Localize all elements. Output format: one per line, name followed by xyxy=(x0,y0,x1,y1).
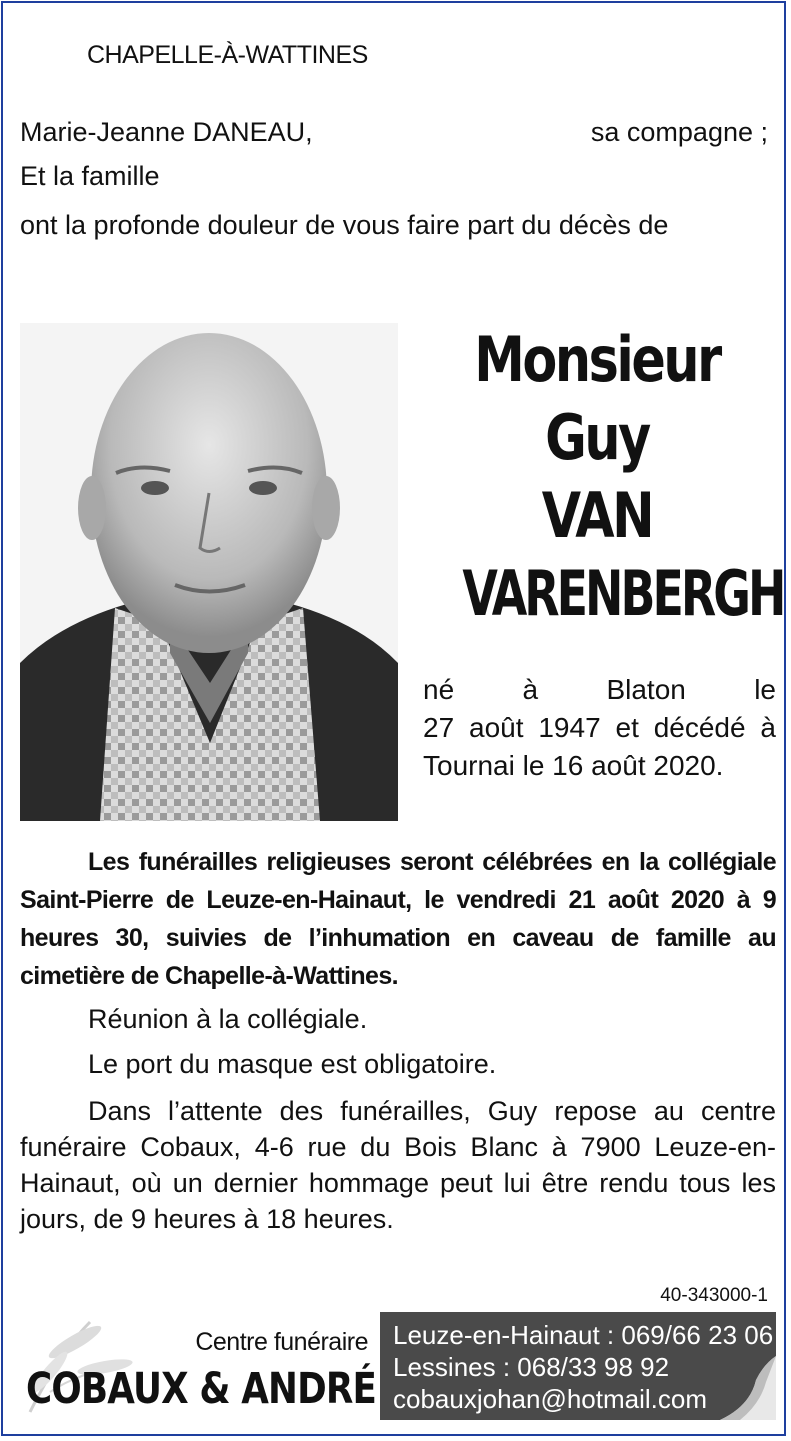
funeral-home-logo xyxy=(20,1312,376,1420)
page-curl-icon xyxy=(720,1356,776,1420)
reference-number: 40-343000-1 xyxy=(660,1285,768,1306)
phone-leuze: Leuze-en-Hainaut : 069/66 23 06 xyxy=(393,1320,774,1350)
phone-lessines: Lessines : 068/33 98 92 xyxy=(393,1352,670,1382)
viewing-info: Dans l’attente des funérailles, Guy repose au centre funéraire Cobaux, 4-6 rue du Bois Blanc à 7900 Leuze-en-Hainaut, où un dernier hommage peut lui être rendu tous les jours, de 9 heures à 18 heures. xyxy=(20,1096,776,1234)
deceased-title: Monsieur xyxy=(474,323,720,396)
email-address: cobauxjohan@hotmail.com xyxy=(393,1384,708,1414)
announcer-name: Marie-Jeanne DANEAU, xyxy=(20,117,313,147)
born-line-1: né à Blaton le xyxy=(423,674,776,705)
deceased-last-name-2: VARENBERGH xyxy=(462,557,784,630)
funeral-details: Les funérailles religieuses seront célébrées en la collégiale Saint-Pierre de Leuze-en-Hainaut, le vendredi 21 août 2020 à 9 heures 30, suivies de l’inhumation en caveau de famille au cimetière de Chapelle-à-Wattines. xyxy=(20,848,776,990)
born-line-3: Tournai le 16 août 2020. xyxy=(423,750,724,781)
mask-info: Le port du masque est obligatoire. xyxy=(88,1049,497,1079)
meeting-info: Réunion à la collégiale. xyxy=(88,1004,368,1034)
obituary-notice xyxy=(1,1,786,1436)
announcement-intro: ont la profonde douleur de vous faire part du décès de xyxy=(20,210,669,240)
locality: CHAPELLE-À-WATTINES xyxy=(87,41,368,69)
born-line-2: 27 août 1947 et décédé à xyxy=(423,712,776,743)
deceased-name xyxy=(415,321,784,633)
deceased-first-name: Guy xyxy=(545,401,649,474)
birth-death-info xyxy=(423,671,776,785)
portrait-photo xyxy=(20,323,398,821)
funeral-home-name: COBAUX & ANDRÉ xyxy=(26,1364,377,1414)
deceased-last-name-1: VAN xyxy=(541,479,653,552)
announcer-relation: sa compagne ; xyxy=(590,117,768,147)
funeral-home-subtitle: Centre funéraire xyxy=(195,1328,368,1356)
announcer-family: Et la famille xyxy=(20,161,160,191)
funeral-home-contact xyxy=(380,1312,776,1420)
